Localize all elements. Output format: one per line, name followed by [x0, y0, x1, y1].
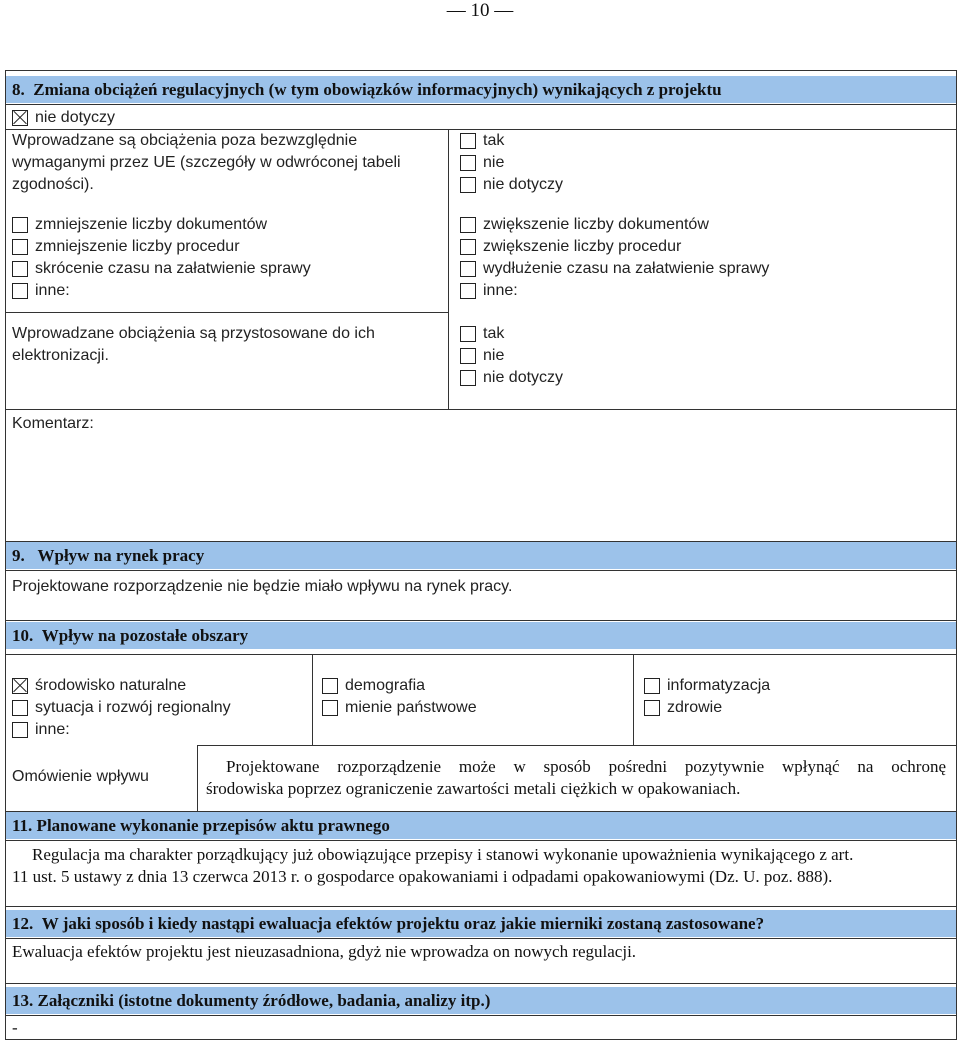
checkbox-checked[interactable] — [12, 110, 28, 126]
option-label: zwiększenie liczby dokumentów — [483, 216, 709, 233]
option-label: nie dotyczy — [483, 176, 564, 193]
page-number: — 10 — — [446, 0, 514, 21]
divider — [5, 840, 957, 841]
section-11-header — [6, 812, 956, 839]
checkbox-row-left-4[interactable] — [12, 280, 70, 302]
divider — [5, 1015, 957, 1016]
checkbox[interactable] — [460, 326, 476, 342]
checkbox[interactable] — [460, 177, 476, 193]
checkbox-row-demografia[interactable] — [322, 675, 425, 697]
checkbox-row-mienie[interactable] — [322, 697, 477, 719]
column-divider — [197, 745, 198, 812]
comment-label: Komentarz: — [12, 415, 94, 432]
checkbox-row-right-2[interactable] — [460, 236, 681, 258]
section-8-title: 8. Zmiana obciążeń regulacyjnych (w tym obowiązków informacyjnych) wynikających z projektu — [12, 80, 722, 99]
section-13-text: - — [12, 1018, 18, 1037]
checkbox-row-sytuacja[interactable] — [12, 697, 231, 719]
checkbox[interactable] — [460, 239, 476, 255]
checkbox-row-inne[interactable] — [12, 719, 70, 741]
option-label: nie — [483, 347, 505, 364]
question-2-line: elektronizacji. — [12, 347, 109, 364]
option-label: sytuacja i rozwój regionalny — [35, 699, 231, 716]
checkbox[interactable] — [12, 722, 28, 738]
divider — [5, 654, 957, 655]
question-1-line: zgodności). — [12, 176, 94, 193]
section-9-text: Projektowane rozporządzenie nie będzie miało wpływu na rynek pracy. — [12, 578, 513, 595]
discussion-line: środowiska poprzez ograniczenie zawartości metali ciężkich w opakowaniach. — [206, 779, 741, 798]
checkbox-row-nie-dotyczy[interactable] — [12, 107, 115, 129]
checkbox-row-nie-dotyczy[interactable] — [460, 174, 563, 196]
option-label: mienie państwowe — [345, 699, 477, 716]
checkbox[interactable] — [12, 239, 28, 255]
checkbox-row-informatyzacja[interactable] — [644, 675, 770, 697]
checkbox-row-tak[interactable] — [460, 130, 504, 152]
checkbox[interactable] — [322, 700, 338, 716]
checkbox-row-left-3[interactable] — [12, 258, 311, 280]
section-12-header — [6, 910, 956, 937]
option-label: zmniejszenie liczby procedur — [35, 238, 240, 255]
checkbox[interactable] — [12, 283, 28, 299]
checkbox-row-right-3[interactable] — [460, 258, 769, 280]
divider — [5, 409, 957, 410]
checkbox[interactable] — [460, 261, 476, 277]
section-13-header — [6, 987, 956, 1014]
checkbox-row-nie[interactable] — [460, 345, 504, 367]
checkbox-row-nie[interactable] — [460, 152, 504, 174]
column-divider — [448, 129, 449, 409]
divider — [5, 104, 957, 105]
question-2-line: Wprowadzane obciążenia są przystosowane do ich — [12, 325, 375, 342]
section-11-line: Regulacja ma charakter porządkujący już obowiązujące przepisy i stanowi wykonanie upoważnienia wynikającego z art. — [32, 845, 854, 864]
section-10-header — [6, 622, 956, 649]
option-label: tak — [483, 325, 505, 342]
divider — [197, 745, 957, 746]
discussion-text — [206, 756, 946, 800]
checkbox-row-right-1[interactable] — [460, 214, 709, 236]
discussion-line: Projektowane rozporządzenie może w sposób pośredni pozytywnie wpłynąć na ochronę — [226, 757, 946, 776]
checkbox[interactable] — [460, 155, 476, 171]
checkbox[interactable] — [644, 700, 660, 716]
option-label: inne: — [35, 721, 70, 738]
option-label: zdrowie — [667, 699, 723, 716]
checkbox-checked[interactable] — [12, 678, 28, 694]
checkbox[interactable] — [12, 700, 28, 716]
column-divider — [312, 654, 313, 745]
option-label: wydłużenie czasu na załatwienie sprawy — [483, 260, 770, 277]
divider — [5, 983, 957, 984]
section-9-title: 9. Wpływ na rynek pracy — [12, 546, 205, 565]
section-8-header — [6, 76, 956, 103]
checkbox[interactable] — [644, 678, 660, 694]
checkbox-row-srodowisko[interactable] — [12, 675, 186, 697]
divider — [5, 620, 957, 621]
question-1-line: Wprowadzane są obciążenia poza bezwzględnie — [12, 132, 358, 149]
question-1-line: wymaganymi przez UE (szczegóły w odwróconej tabeli — [12, 154, 401, 171]
checkbox-row-tak[interactable] — [460, 323, 504, 345]
checkbox-row-zdrowie[interactable] — [644, 697, 722, 719]
divider — [5, 906, 957, 907]
checkbox[interactable] — [12, 217, 28, 233]
divider — [5, 570, 957, 571]
checkbox[interactable] — [460, 283, 476, 299]
section-11-line: 11 ust. 5 ustawy z dnia 13 czerwca 2013 r. o gospodarce opakowaniami i odpadami opakowaniowymi (Dz. U. poz. 888). — [12, 867, 833, 886]
option-label: nie dotyczy — [35, 109, 116, 126]
divider — [5, 938, 957, 939]
option-label: tak — [483, 132, 505, 149]
section-12-text: Ewaluacja efektów projektu jest nieuzasadniona, gdyż nie wprowadza on nowych regulacji. — [12, 942, 637, 961]
option-label: inne: — [483, 282, 518, 299]
section-9-header — [6, 542, 956, 569]
option-label: zmniejszenie liczby dokumentów — [35, 216, 268, 233]
section-12-title: 12. W jaki sposób i kiedy nastąpi ewaluacja efektów projektu oraz jakie mierniki zostaną zastosowane? — [12, 914, 765, 933]
option-label: nie dotyczy — [483, 369, 564, 386]
checkbox-row-right-4[interactable] — [460, 280, 518, 302]
checkbox-row-left-1[interactable] — [12, 214, 267, 236]
option-label: demografia — [345, 677, 426, 694]
column-divider — [633, 654, 634, 745]
option-label: nie — [483, 154, 505, 171]
checkbox[interactable] — [460, 370, 476, 386]
checkbox[interactable] — [460, 133, 476, 149]
checkbox[interactable] — [322, 678, 338, 694]
section-11-title: 11. Planowane wykonanie przepisów aktu prawnego — [12, 816, 390, 835]
checkbox-row-nie-dotyczy[interactable] — [460, 367, 563, 389]
option-label: skrócenie czasu na załatwienie sprawy — [35, 260, 311, 277]
section-13-title: 13. Załączniki (istotne dokumenty źródłowe, badania, analizy itp.) — [12, 991, 491, 1010]
section-11-text — [12, 844, 942, 888]
section-10-title: 10. Wpływ na pozostałe obszary — [12, 626, 249, 645]
checkbox-row-left-2[interactable] — [12, 236, 240, 258]
question-1 — [12, 130, 442, 196]
option-label: inne: — [35, 282, 70, 299]
checkbox[interactable] — [460, 217, 476, 233]
discussion-label: Omówienie wpływu — [12, 768, 149, 785]
divider — [5, 312, 448, 313]
option-label: zwiększenie liczby procedur — [483, 238, 682, 255]
question-2 — [12, 323, 442, 367]
option-label: informatyzacja — [667, 677, 771, 694]
option-label: środowisko naturalne — [35, 677, 187, 694]
checkbox[interactable] — [12, 261, 28, 277]
checkbox[interactable] — [460, 348, 476, 364]
